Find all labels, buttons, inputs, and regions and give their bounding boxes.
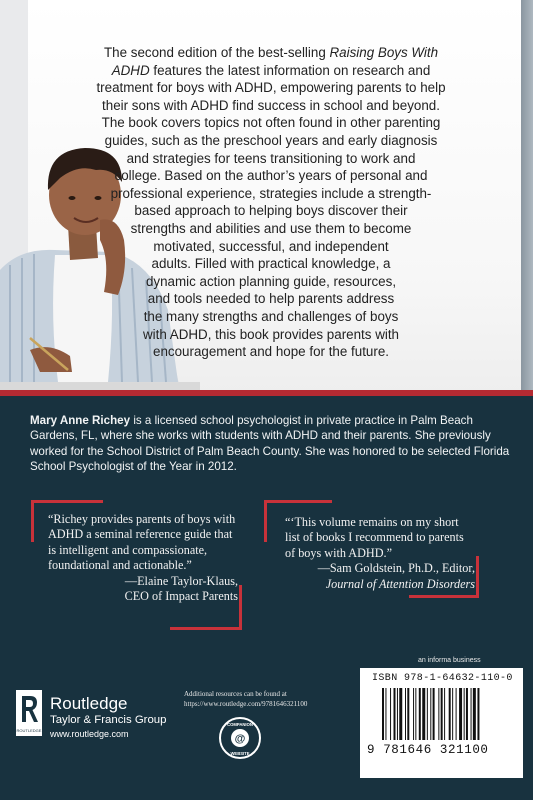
additional-resources bbox=[184, 689, 324, 709]
blurb-line: dynamic action planning guide, resources, bbox=[145, 273, 397, 289]
barcode-bar bbox=[471, 688, 472, 740]
barcode-bar bbox=[399, 688, 402, 740]
barcode-bar bbox=[390, 688, 391, 740]
blurb-line: their sons with ADHD find success in school and beyond. bbox=[102, 97, 440, 113]
publisher-name: Routledge bbox=[50, 694, 128, 713]
publisher-group: Taylor & Francis Group bbox=[50, 714, 167, 726]
blurb-line: and tools needed to help parents address bbox=[147, 291, 395, 307]
blurb-line: strengths and abilities and use them to become bbox=[130, 220, 412, 236]
companion-website-badge-icon bbox=[218, 716, 262, 760]
barcode-bar bbox=[433, 688, 435, 740]
barcode-bar bbox=[449, 688, 451, 740]
blurb-line: based approach to helping boys discover their bbox=[134, 203, 408, 219]
publisher-block bbox=[50, 694, 166, 741]
badge-bottom-text: WEBSITE bbox=[230, 751, 250, 756]
quote-text: “Richey provides parents of boys with ADHD a seminal reference guide that is intelligent and compassionate, foundational and actionable.” bbox=[48, 512, 236, 573]
barcode-bar bbox=[382, 688, 384, 740]
right-gray-strip bbox=[521, 0, 533, 395]
blurb-line: guides, such as the preschool years and early diagnosis bbox=[104, 132, 438, 148]
barcode-bar bbox=[385, 688, 386, 740]
top-panel bbox=[0, 0, 533, 395]
barcode-bar bbox=[444, 688, 445, 740]
badge-top-text: COMPANION bbox=[227, 722, 253, 727]
author-bio bbox=[30, 413, 510, 475]
resources-line: Additional resources can be found at bbox=[184, 690, 287, 698]
barcode-bar bbox=[405, 688, 406, 740]
blurb-line: college. Based on the author’s years of personal and bbox=[114, 168, 428, 184]
blurb-line: treatment for boys with ADHD, empowering parents to help bbox=[96, 80, 446, 96]
isbn-label: ISBN 978-1-64632-110-0 bbox=[372, 673, 513, 684]
barcode-bar bbox=[415, 688, 416, 740]
blurb-line: encouragement and hope for the future. bbox=[153, 344, 389, 360]
barcode-image bbox=[382, 688, 510, 740]
ean-digits: 9 781646 321100 bbox=[367, 743, 489, 757]
blurb-line: professional experience, strategies include a strength- bbox=[110, 185, 432, 201]
barcode-bar bbox=[459, 688, 462, 740]
svg-text:@: @ bbox=[234, 733, 246, 745]
blurb-line: adults. Filled with practical knowledge, a bbox=[151, 256, 391, 272]
barcode-bar bbox=[473, 688, 476, 740]
blurb-line: the many strengths and challenges of boys bbox=[143, 308, 399, 324]
blurb-line: ADHD features the latest information on research and bbox=[111, 62, 431, 78]
barcode-bar bbox=[464, 688, 465, 740]
quote-text: “‘This volume remains on my short list of books I recommend to parents of boys with ADHD.” bbox=[285, 515, 464, 560]
blurb-line: The book covers topics not often found in other parenting bbox=[101, 115, 441, 131]
quote-attribution: —Elaine Taylor-Klaus, bbox=[124, 573, 238, 588]
resources-url[interactable]: https://www.routledge.com/9781646321100 bbox=[184, 700, 308, 708]
red-divider bbox=[0, 390, 533, 396]
book-description bbox=[70, 44, 472, 361]
blurb-line: The second edition of the best-selling Raising Boys With bbox=[103, 45, 439, 60]
barcode-bar bbox=[422, 688, 425, 740]
barcode-bar bbox=[419, 688, 421, 740]
quote-attribution: —Sam Goldstein, Ph.D., Editor, bbox=[317, 561, 475, 576]
barcode-bar bbox=[394, 688, 396, 740]
endorsement-quote bbox=[48, 512, 238, 604]
barcode-bar bbox=[430, 688, 431, 740]
barcode-bar bbox=[407, 688, 409, 740]
publisher-url[interactable]: www.routledge.com bbox=[50, 729, 129, 739]
barcode-bar bbox=[413, 688, 414, 740]
quote-attribution-title: Journal of Attention Disorders bbox=[325, 576, 475, 591]
barcode-bar bbox=[441, 688, 443, 740]
barcode-bar bbox=[477, 688, 479, 740]
informa-tagline: an informa business bbox=[418, 657, 481, 664]
barcode-bar bbox=[452, 688, 453, 740]
logo-wordmark: ROUTLEDGE bbox=[16, 728, 42, 733]
barcode-bar bbox=[438, 688, 439, 740]
author-bio-text: is a licensed school psychologist in private practice in Palm Beach Gardens, FL, where she works with students with ADHD and their parents. She previously worked for the School District of Palm Beach County. She was honored to be selected Florida School Psychologist of the Year in 2012. bbox=[30, 414, 510, 474]
author-name: Mary Anne Richey bbox=[30, 414, 131, 427]
routledge-logo-icon bbox=[16, 690, 42, 736]
blurb-line: motivated, successful, and independent bbox=[153, 238, 389, 254]
barcode-bar bbox=[397, 688, 398, 740]
blurb-line: with ADHD, this book provides parents with bbox=[142, 326, 400, 342]
quote-attribution-title: CEO of Impact Parents bbox=[124, 589, 238, 604]
barcode-bar bbox=[427, 688, 428, 740]
endorsement-quote bbox=[285, 515, 475, 592]
barcode-bar bbox=[456, 688, 457, 740]
barcode-bar bbox=[466, 688, 468, 740]
blurb-line: and strategies for teens transitioning to work and bbox=[126, 150, 416, 166]
